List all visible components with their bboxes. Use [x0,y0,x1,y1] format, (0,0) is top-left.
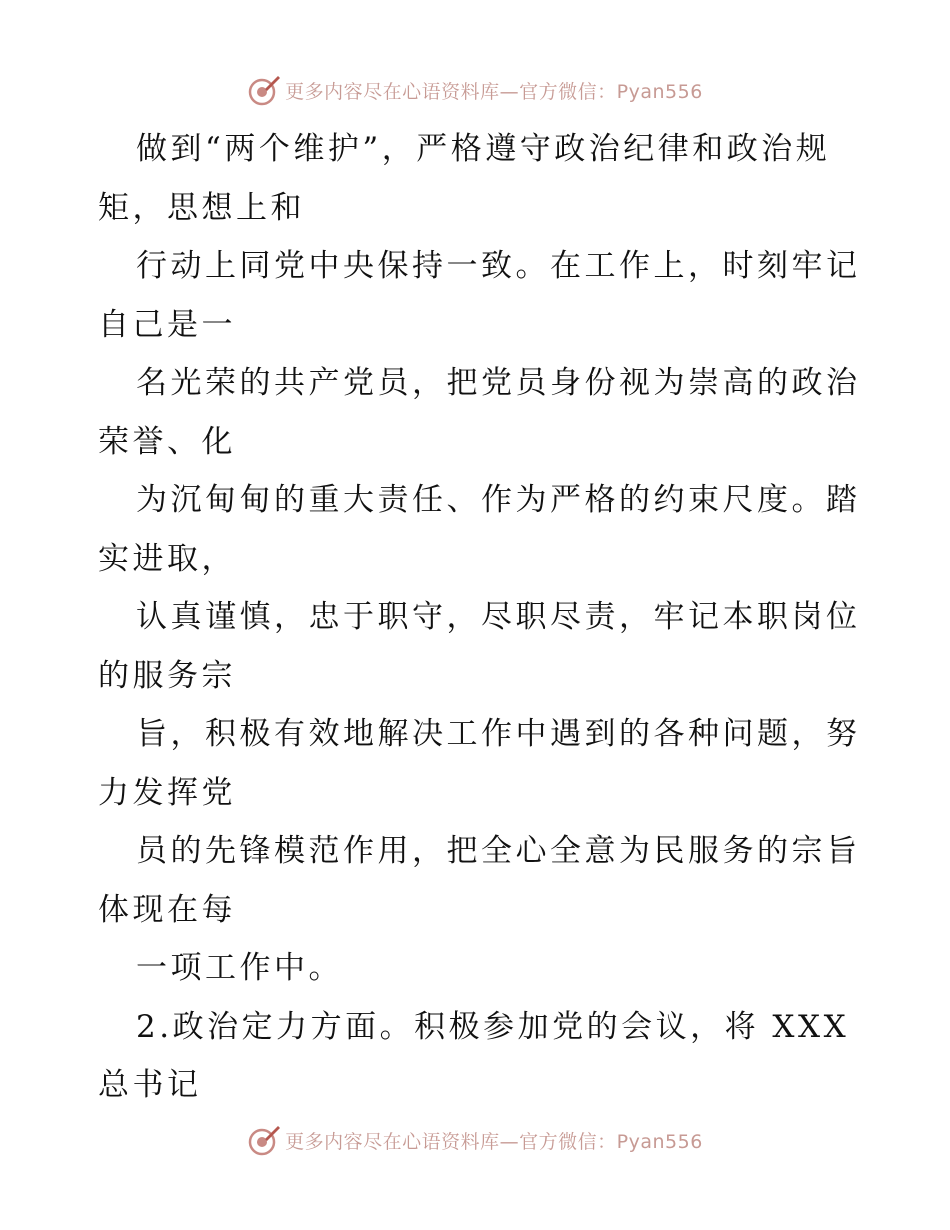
text-line: 力发挥党 [98,774,236,811]
watermark-text: 更多内容尽在心语资料库—官方微信：Pyan556 [285,80,703,103]
pen-logo-icon [247,73,281,107]
text-line: 体现在每 [98,891,236,928]
header-watermark [0,70,950,110]
footer-watermark [0,1120,950,1160]
watermark-text: 更多内容尽在心语资料库—官方微信：Pyan556 [285,1130,703,1153]
text-line: 为沉甸甸的重大责任、作为严格的约束尺度。踏 [136,482,861,518]
text-line: 一项工作中。 [136,950,343,986]
text-line: 矩，思想上和 [98,189,305,226]
text-line: 的服务宗 [98,657,236,694]
pen-logo-icon [247,1123,281,1157]
text-line: 行动上同党中央保持一致。在工作上，时刻牢记 [136,248,861,284]
text-line: 2.政治定力方面。积极参加党的会议，将 XXX [136,1008,850,1045]
text-line: 员的先锋模范作用，把全心全意为民服务的宗旨 [136,833,861,869]
text-line: 认真谨慎，忠于职守，尽职尽责，牢记本职岗位 [136,599,861,635]
text-line: 总书记 [98,1067,202,1103]
document-body [98,120,861,1115]
text-line: 旨，积极有效地解决工作中遇到的各种问题，努 [136,716,861,752]
text-line: 荣誉、化 [98,423,236,460]
text-line: 实进取， [98,540,236,577]
text-line: 做到“两个维护”，严格遵守政治纪律和政治规 [136,131,831,167]
text-line: 名光荣的共产党员，把党员身份视为崇高的政治 [136,365,861,401]
text-line: 自己是一 [98,306,236,343]
